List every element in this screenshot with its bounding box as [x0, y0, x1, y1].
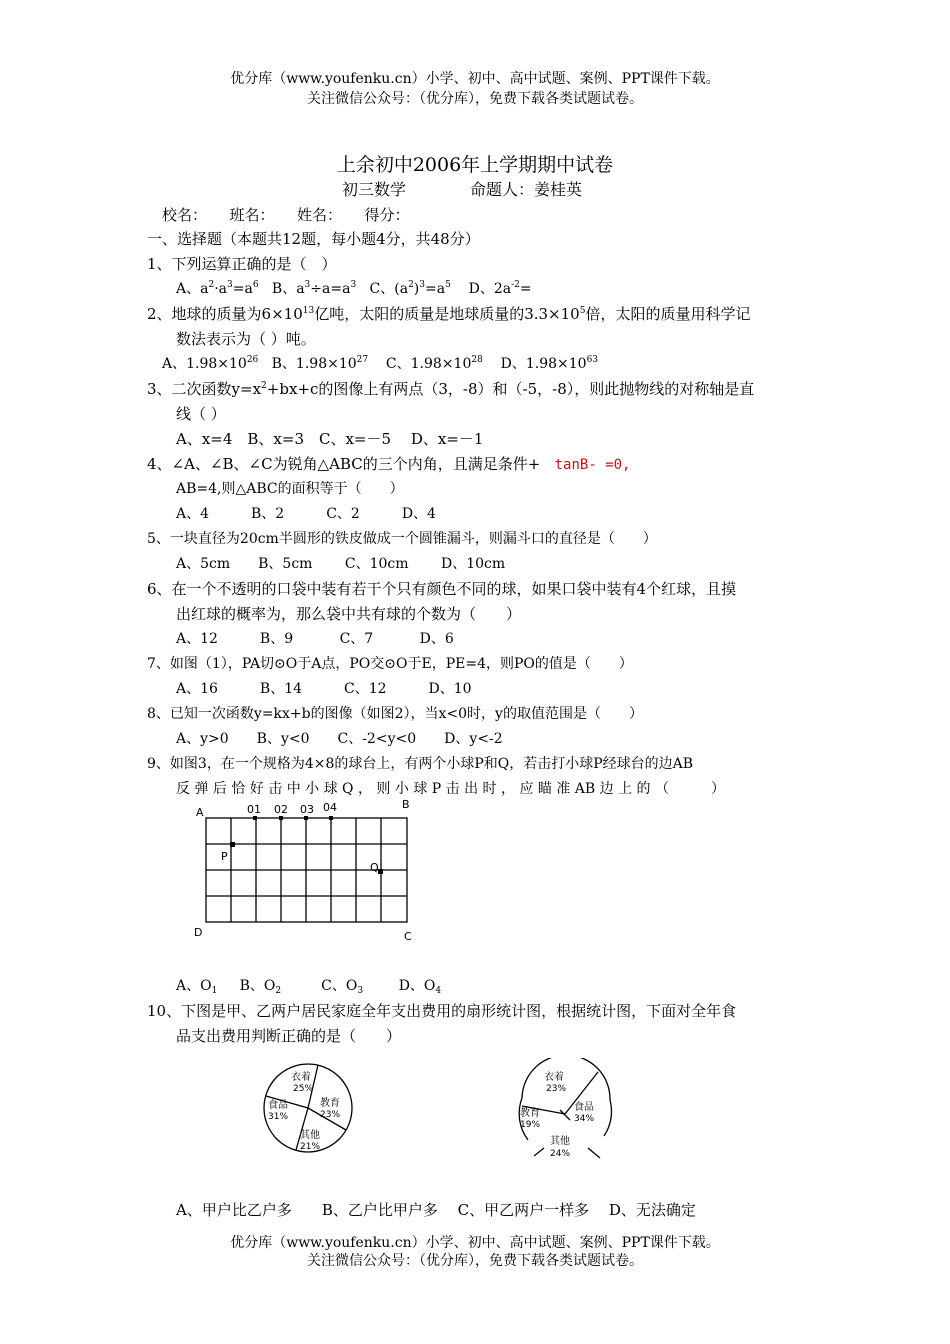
- pie2-tick-1: [534, 1148, 544, 1156]
- pie2-divider-3: [560, 1110, 570, 1120]
- q4-line-1: 4、∠A、∠B、∠C为锐角△ABC的三个内角，且满足条件+ tanB- =0,: [147, 455, 631, 473]
- pie2-clothing-label: 衣着: [544, 1072, 564, 1083]
- q3-options: A、x=4 B、x=3 C、x=－5 D、x=－1: [176, 430, 484, 448]
- pie1-education-label: 教育: [320, 1098, 340, 1109]
- o1-point: [253, 816, 257, 820]
- header-line-2: 关注微信公众号：（优分库），免费下载各类试题试卷。: [307, 91, 643, 107]
- q9-line-2: 反 弹 后 恰 好 击 中 小 球 Q ， 则 小 球 P 击 出 时 ， 应 瞄 准 AB 边 上 的 （ ）: [176, 781, 725, 797]
- footer-line-1: 优分库（www.youfenku.cn）小学、初中、高中试题、案例、PPT课件下载。: [230, 1235, 720, 1251]
- label-o1: 01: [247, 803, 261, 816]
- ball-p: [230, 842, 235, 847]
- q7-line-1: 7、如图（1），PA切⊙O于A点，PO交⊙O于E，PE=4，则PO的值是（ ）: [147, 656, 633, 672]
- o2-point: [279, 816, 283, 820]
- q1-options: A、$a^2\cdot a^3=a^6$ B、$a^3\div a=a^3$ C、$(a^2)^3=a^5$ D、$2a^{-2}=$: [176, 280, 532, 297]
- pie2-tick-2: [588, 1148, 600, 1158]
- pie1-clothing-pct: 25%: [293, 1084, 314, 1094]
- pie2-education-pct: 19%: [520, 1120, 541, 1130]
- corner-b-label: B: [402, 798, 410, 811]
- q9-options: A、$O_1$ B、$O_2$ C、$O_3$ D、$O_4$: [176, 978, 442, 996]
- q6-line-2: 出红球的概率为，那么袋中共有球的个数为（ ）: [176, 605, 522, 623]
- pie1-food-pct: 31%: [268, 1112, 289, 1122]
- corner-d-label: D: [194, 926, 203, 939]
- pie2-other-pct: 24%: [550, 1149, 571, 1159]
- student-info: 校名： 班名： 姓名： 得分：: [162, 206, 410, 224]
- label-p: P: [221, 850, 228, 863]
- pie2-arc-left: [519, 1098, 528, 1140]
- pool-table-figure: [190, 796, 420, 946]
- corner-c-label: C: [404, 930, 412, 943]
- label-o4: 04: [323, 801, 337, 814]
- q10-options: A、甲户比乙户多 B、乙户比甲户多 C、甲乙两户一样多 D、无法确定: [176, 1201, 696, 1219]
- label-q: Q: [370, 861, 379, 874]
- pie2-food-label: 食品: [574, 1102, 594, 1113]
- q4-options: A、4 B、2 C、2 D、4: [176, 506, 436, 522]
- q10-line-1: 10、下图是甲、乙两户居民家庭全年支出费用的扇形统计图，根据统计图，下面对全年食: [147, 1002, 737, 1020]
- q5-options: A、5cm B、5cm C、10cm D、10cm: [176, 556, 506, 572]
- q7-options: A、16 B、14 C、12 D、10: [176, 681, 472, 697]
- pie1-clothing-label: 衣着: [291, 1072, 311, 1083]
- q2-line-2: 数法表示为（ ）吨。: [176, 330, 316, 348]
- page-title: 上余初中2006年上学期期中试卷: [336, 154, 614, 176]
- q2-options: A、$1.98\times 10^{26}$ B、$1.98\times 10^{27}$ C、$1.98\times 10^{28}$ D、$1.98\times 10^{63}$: [162, 355, 599, 372]
- section-heading: 一、选择题（本题共12题，每小题4分，共48分）: [147, 230, 480, 248]
- label-o3: 03: [300, 803, 314, 816]
- pie2-arc-right: [604, 1100, 612, 1136]
- q1-stem: 1、下列运算正确的是（ ）: [147, 255, 337, 273]
- pie2-other-label: 其他: [550, 1136, 570, 1147]
- o3-point: [304, 816, 308, 820]
- q3-line-1: 3、二次函数$y=x^2+bx+c$的图像上有两点（3，-8）和（-5，-8），则此抛物线的对称轴是直: [147, 380, 755, 398]
- subtitle: 初三数学 命题人：姜桂英: [342, 180, 583, 199]
- pie1-other-pct: 21%: [300, 1142, 321, 1152]
- footer-line-2: 关注微信公众号：（优分库），免费下载各类试题试卷。: [307, 1253, 643, 1269]
- label-o2: 02: [274, 803, 288, 816]
- pie2-food-pct: 34%: [574, 1114, 595, 1124]
- q4-line-2: AB=4,则△ABC的面积等于（ ）: [176, 481, 404, 497]
- q6-options: A、12 B、9 C、7 D、6: [176, 631, 454, 647]
- q9-line-1: 9、如图3，在一个规格为4×8的球台上，有两个小球P和Q，若击打小球P经球台的边AB: [147, 756, 694, 772]
- q4-red-formula: tanB- =0,: [554, 457, 631, 473]
- pie-chart-yi: [510, 1058, 620, 1168]
- q8-options: A、y>0 B、y<0 C、-2<y<0 D、y<-2: [176, 731, 503, 747]
- q10-line-2: 品支出费用判断正确的是（ ）: [176, 1027, 402, 1045]
- ball-q: [378, 869, 383, 874]
- q8-line-1: 8、已知一次函数y=kx+b的图像（如图2），当x<0时，y的取值范围是（ ）: [147, 706, 643, 722]
- pie1-other-label: 其他: [300, 1130, 320, 1141]
- pie2-clothing-pct: 23%: [546, 1084, 567, 1094]
- q5-line-1: 5、一块直径为20cm半圆形的铁皮做成一个圆锥漏斗，则漏斗口的直径是（ ）: [147, 531, 657, 547]
- header-line-1: 优分库（www.youfenku.cn）小学、初中、高中试题、案例、PPT课件下载。: [230, 71, 720, 87]
- o4-point: [329, 816, 333, 820]
- q3-line-2: 线（ ）: [176, 405, 226, 423]
- q6-line-1: 6、在一个不透明的口袋中装有若干个只有颜色不同的球，如果口袋中装有4个红球，且摸: [147, 580, 737, 598]
- pie1-education-pct: 23%: [320, 1110, 341, 1120]
- q2-line-1: 2、地球的质量为$6\times 10^{13}$亿吨，太阳的质量是地球质量的$3.3\times 10^5$倍，太阳的质量用科学记: [147, 305, 751, 323]
- pie2-education-label: 教育: [520, 1108, 540, 1119]
- corner-a-label: A: [196, 806, 204, 819]
- pie1-food-label: 食品: [268, 1100, 288, 1111]
- pie-chart-jia: [258, 1058, 358, 1158]
